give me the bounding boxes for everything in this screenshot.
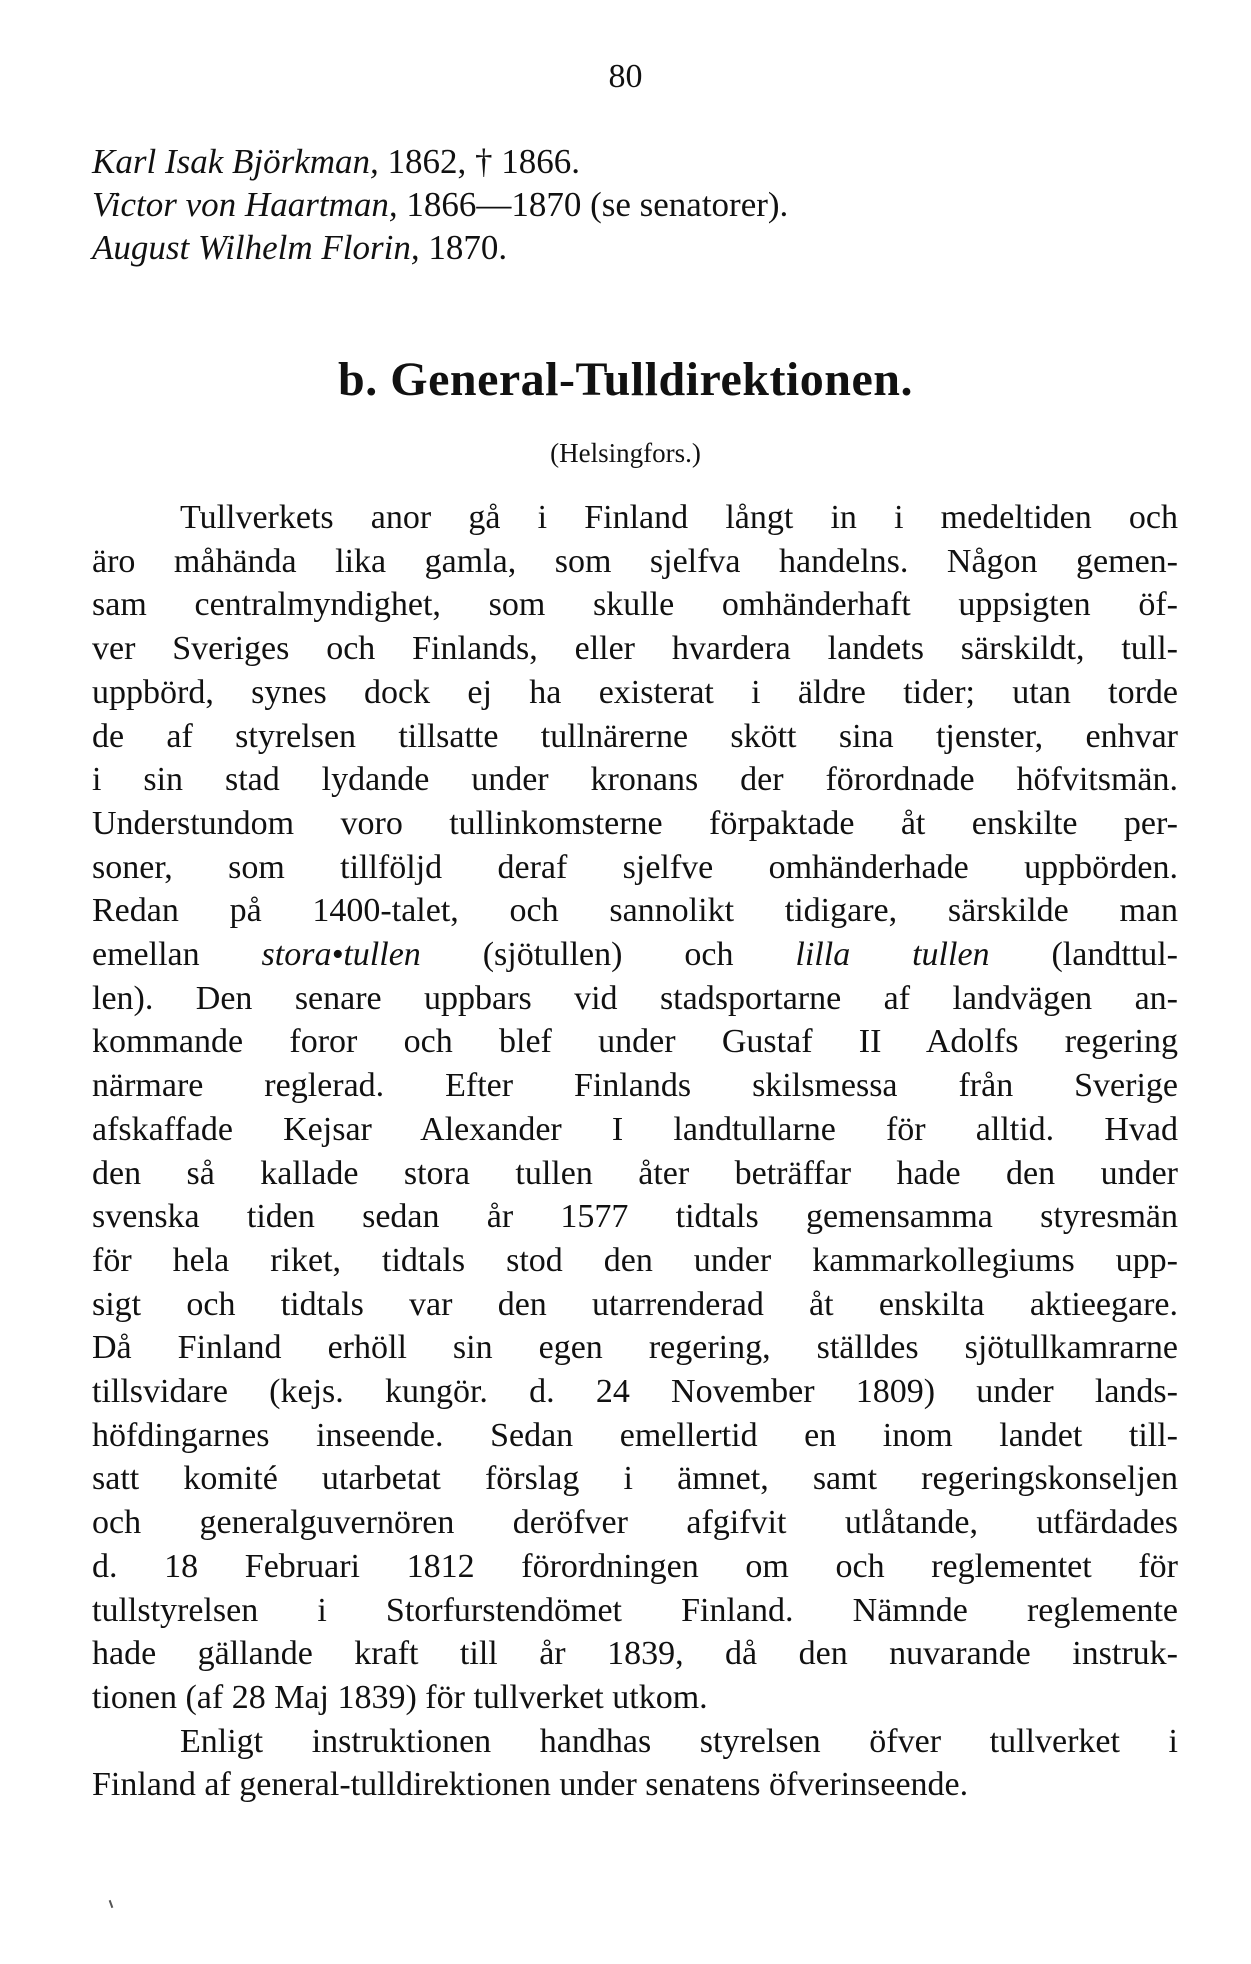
text-line: och generalguvernören deröfver afgifvit utlåtande, utfärdades (92, 1504, 1178, 1542)
name-entry (92, 140, 788, 183)
text-line: för hela riket, tidtals stod den under kammarkollegiums upp- (92, 1241, 1178, 1279)
text-line: sam centralmyndighet, som skulle omhänderhaft uppsigten öf- (92, 586, 1178, 624)
text-line: svenska tiden sedan år 1577 tidtals gemensamma styresmän (92, 1198, 1178, 1236)
italic-term: lilla tullen (795, 936, 990, 974)
text-line: kommande foror och blef under Gustaf II Adolfs regering (92, 1023, 1178, 1061)
text-line: Understundom voro tullinkomsterne förpaktade åt enskilte per- (92, 804, 1178, 842)
name-list (92, 140, 788, 269)
text-fragment: (sjötullen) och (420, 936, 796, 974)
text-line: ver Sveriges och Finlands, eller hvardera landets särskildt, tull- (92, 630, 1178, 668)
text-line: Finland af general-tulldirektionen under senatens öfverinseende. (92, 1766, 969, 1804)
name-entry (92, 183, 788, 226)
text-fragment: (landttul- (989, 936, 1178, 974)
text-line: len). Den senare uppbars vid stadsportarne af landvägen an- (92, 979, 1178, 1017)
person-name: Karl Isak Björkman, (92, 142, 379, 181)
text-line: de af styrelsen tillsatte tullnärerne skött sina tjenster, enhvar (92, 717, 1178, 755)
text-line: hade gällande kraft till år 1839, då den nuvarande instruk- (92, 1635, 1178, 1673)
text-line: den så kallade stora tullen åter beträffar hade den under (92, 1154, 1178, 1192)
text-line: närmare reglerad. Efter Finlands skilsmessa från Sverige (92, 1067, 1178, 1105)
text-line: sigt och tidtals var den utarrenderad åt enskilta aktieegare. (92, 1285, 1178, 1323)
text-fragment: emellan (92, 936, 262, 974)
text-line: Tullverkets anor gå i Finland långt in i medeltiden och (180, 499, 1178, 536)
person-dates: 1870. (419, 228, 508, 267)
person-name: August Wilhelm Florin, (92, 228, 420, 267)
text-line: soner, som tillföljd deraf sjelfve omhänderhade uppbörden. (92, 848, 1178, 886)
text-line: satt komité utarbetat förslag i ämnet, samt regeringskonseljen (92, 1460, 1178, 1498)
text-line: tionen (af 28 Maj 1839) för tullverket utkom. (92, 1678, 708, 1716)
text-line: uppbörd, synes dock ej ha existerat i äldre tider; utan torde (92, 673, 1178, 711)
italic-term: stora•tullen (261, 936, 421, 974)
text-line: Enligt instruktionen handhas styrelsen öfver tullverket i (180, 1722, 1178, 1760)
person-dates: 1866—1870 (se senatorer). (397, 185, 789, 224)
text-line: i sin stad lydande under kronans der förordnade höfvitsmän. (92, 761, 1178, 799)
section-subheading: (Helsingfors.) (550, 438, 701, 468)
text-line: afskaffade Kejsar Alexander I landtullarne för alltid. Hvad (92, 1110, 1178, 1148)
text-line: tullstyrelsen i Storfurstendömet Finland. Nämnde reglemente (92, 1591, 1178, 1629)
text-line: äro måhända lika gamla, som sjelfva handelns. Någon gemen- (92, 542, 1178, 580)
stray-ink-mark (109, 1900, 114, 1908)
name-entry (92, 226, 788, 269)
text-line: tillsvidare (kejs. kungör. d. 24 November 1809) under lands- (92, 1373, 1178, 1411)
person-dates: 1862, † 1866. (378, 142, 581, 181)
text-line: Redan på 1400-talet, och sannolikt tidigare, särskilde man (92, 892, 1178, 930)
text-line: höfdingarnes inseende. Sedan emellertid en inom landet till- (92, 1416, 1178, 1454)
section-heading: b. General-Tulldirektionen. (338, 353, 913, 406)
body-text (92, 496, 1178, 1807)
text-line: Då Finland erhöll sin egen regering, ställdes sjötullkamrarne (92, 1329, 1178, 1367)
text-line: d. 18 Februari 1812 förordningen om och reglementet för (92, 1547, 1178, 1585)
text-line-italic-terms (92, 933, 1178, 977)
person-name: Victor von Haartman, (92, 185, 398, 224)
page-number: 80 (608, 58, 643, 95)
